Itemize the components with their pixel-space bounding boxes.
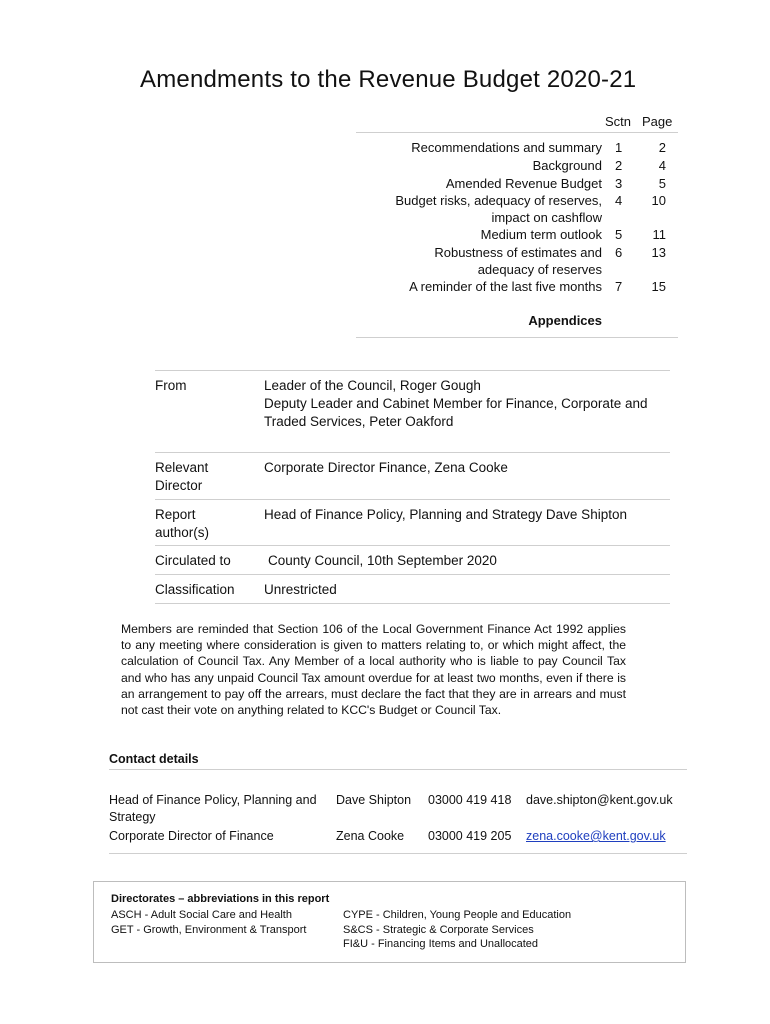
classification-value: Unrestricted bbox=[264, 582, 337, 597]
contents-sctn: 3 bbox=[615, 176, 623, 191]
contents-page: 13 bbox=[651, 245, 666, 260]
contents-label: Amended Revenue Budget bbox=[445, 176, 602, 191]
contents-row[interactable] bbox=[356, 244, 678, 278]
circulated-value: County Council, 10th September 2020 bbox=[268, 553, 497, 568]
contact-divider-bottom bbox=[109, 853, 687, 854]
contents-header bbox=[356, 112, 678, 133]
contents-row[interactable] bbox=[356, 175, 678, 192]
directorate-abbreviation: S&CS - Strategic & Corporate Services bbox=[343, 923, 534, 936]
contents-label: A reminder of the last five months bbox=[409, 279, 602, 294]
contact-phone: 03000 419 418 bbox=[428, 793, 512, 807]
meta-row-from bbox=[155, 370, 670, 429]
contents-sctn: 4 bbox=[615, 193, 623, 208]
directorate-abbreviation: FI&U - Financing Items and Unallocated bbox=[343, 938, 539, 950]
contents-sctn: 6 bbox=[615, 245, 623, 260]
contact-details-heading: Contact details bbox=[109, 752, 199, 766]
contact-role: Head of Finance Policy, Planning and Strategy bbox=[109, 793, 317, 824]
from-label: From bbox=[155, 378, 187, 393]
contact-email[interactable]: dave.shipton@kent.gov.uk bbox=[526, 793, 673, 807]
director-value: Corporate Director Finance, Zena Cooke bbox=[264, 460, 508, 475]
directorate-abbreviation: CYPE - Children, Young People and Education bbox=[343, 909, 572, 921]
contents-page: 2 bbox=[658, 140, 666, 155]
contents-label: Medium term outlook bbox=[480, 227, 602, 242]
from-value-leader: Leader of the Council, Roger Gough bbox=[264, 378, 481, 393]
directorate-abbreviation: GET - Growth, Environment & Transport bbox=[111, 923, 307, 936]
contents-sctn: 1 bbox=[615, 140, 623, 155]
from-value-deputy: Deputy Leader and Cabinet Member for Finance, Corporate and Traded Services, Peter Oakford bbox=[264, 396, 648, 429]
contents-label: Robustness of estimates and adequacy of reserves bbox=[434, 245, 602, 277]
contents-sctn: 2 bbox=[615, 158, 623, 173]
meta-row-circulated bbox=[155, 545, 670, 568]
circulated-label: Circulated to bbox=[155, 553, 231, 568]
page-column-header: Page bbox=[642, 114, 673, 129]
contact-email-link[interactable]: zena.cooke@kent.gov.uk bbox=[526, 829, 666, 843]
council-tax-notice: Members are reminded that Section 106 of the Local Government Finance Act 1992 applies to any meeting where consideration is given to matters relating to, or which might affect, the calculation of Council Tax. Any Member of a local authority who is liable to pay Council Tax and who has any unpaid Council Tax amount overdue for at least two months, even if there is an arrangement to pay off the arrears, must declare the fact that they are in arrears and must not cast their vote on anything related to KCC's Budget or Council Tax. bbox=[121, 622, 626, 718]
contents-sctn: 5 bbox=[615, 227, 623, 242]
contents-page: 11 bbox=[652, 227, 666, 242]
contents-table bbox=[356, 112, 678, 294]
contents-label: Recommendations and summary bbox=[411, 140, 602, 155]
meta-row-classification bbox=[155, 574, 670, 597]
contents-row[interactable] bbox=[356, 139, 678, 156]
classification-label: Classification bbox=[155, 582, 235, 597]
contents-page: 4 bbox=[658, 158, 666, 173]
contents-page: 15 bbox=[651, 279, 666, 294]
directorates-heading: Directorates – abbreviations in this report bbox=[111, 893, 330, 905]
directorate-abbreviation: ASCH - Adult Social Care and Health bbox=[111, 909, 292, 921]
meta-row-director bbox=[155, 452, 670, 493]
contents-divider bbox=[356, 337, 678, 338]
appendices-heading[interactable]: Appendices bbox=[528, 313, 602, 328]
director-label: Relevant Director bbox=[155, 460, 209, 493]
directorates-box bbox=[93, 881, 686, 963]
meta-row-author bbox=[155, 499, 670, 540]
contents-label: Background bbox=[532, 158, 602, 173]
contents-page: 5 bbox=[658, 176, 666, 191]
contents-row[interactable] bbox=[356, 226, 678, 243]
author-label: Report author(s) bbox=[155, 507, 210, 540]
contact-divider-top bbox=[109, 769, 687, 770]
contents-label: Budget risks, adequacy of reserves, impact on cashflow bbox=[395, 193, 602, 225]
author-value: Head of Finance Policy, Planning and Strategy Dave Shipton bbox=[264, 507, 627, 522]
page-title: Amendments to the Revenue Budget 2020-21 bbox=[140, 66, 637, 93]
contents-row[interactable] bbox=[356, 157, 678, 174]
contents-page: 10 bbox=[651, 193, 666, 208]
contents-row[interactable] bbox=[356, 192, 678, 226]
contact-role: Corporate Director of Finance bbox=[109, 829, 274, 843]
sctn-column-header: Sctn bbox=[605, 114, 632, 129]
contact-phone: 03000 419 205 bbox=[428, 829, 512, 843]
contact-name: Dave Shipton bbox=[336, 793, 412, 807]
contents-row[interactable] bbox=[356, 278, 678, 295]
contact-name: Zena Cooke bbox=[336, 829, 405, 843]
contents-sctn: 7 bbox=[615, 279, 623, 294]
meta-divider bbox=[155, 603, 670, 604]
